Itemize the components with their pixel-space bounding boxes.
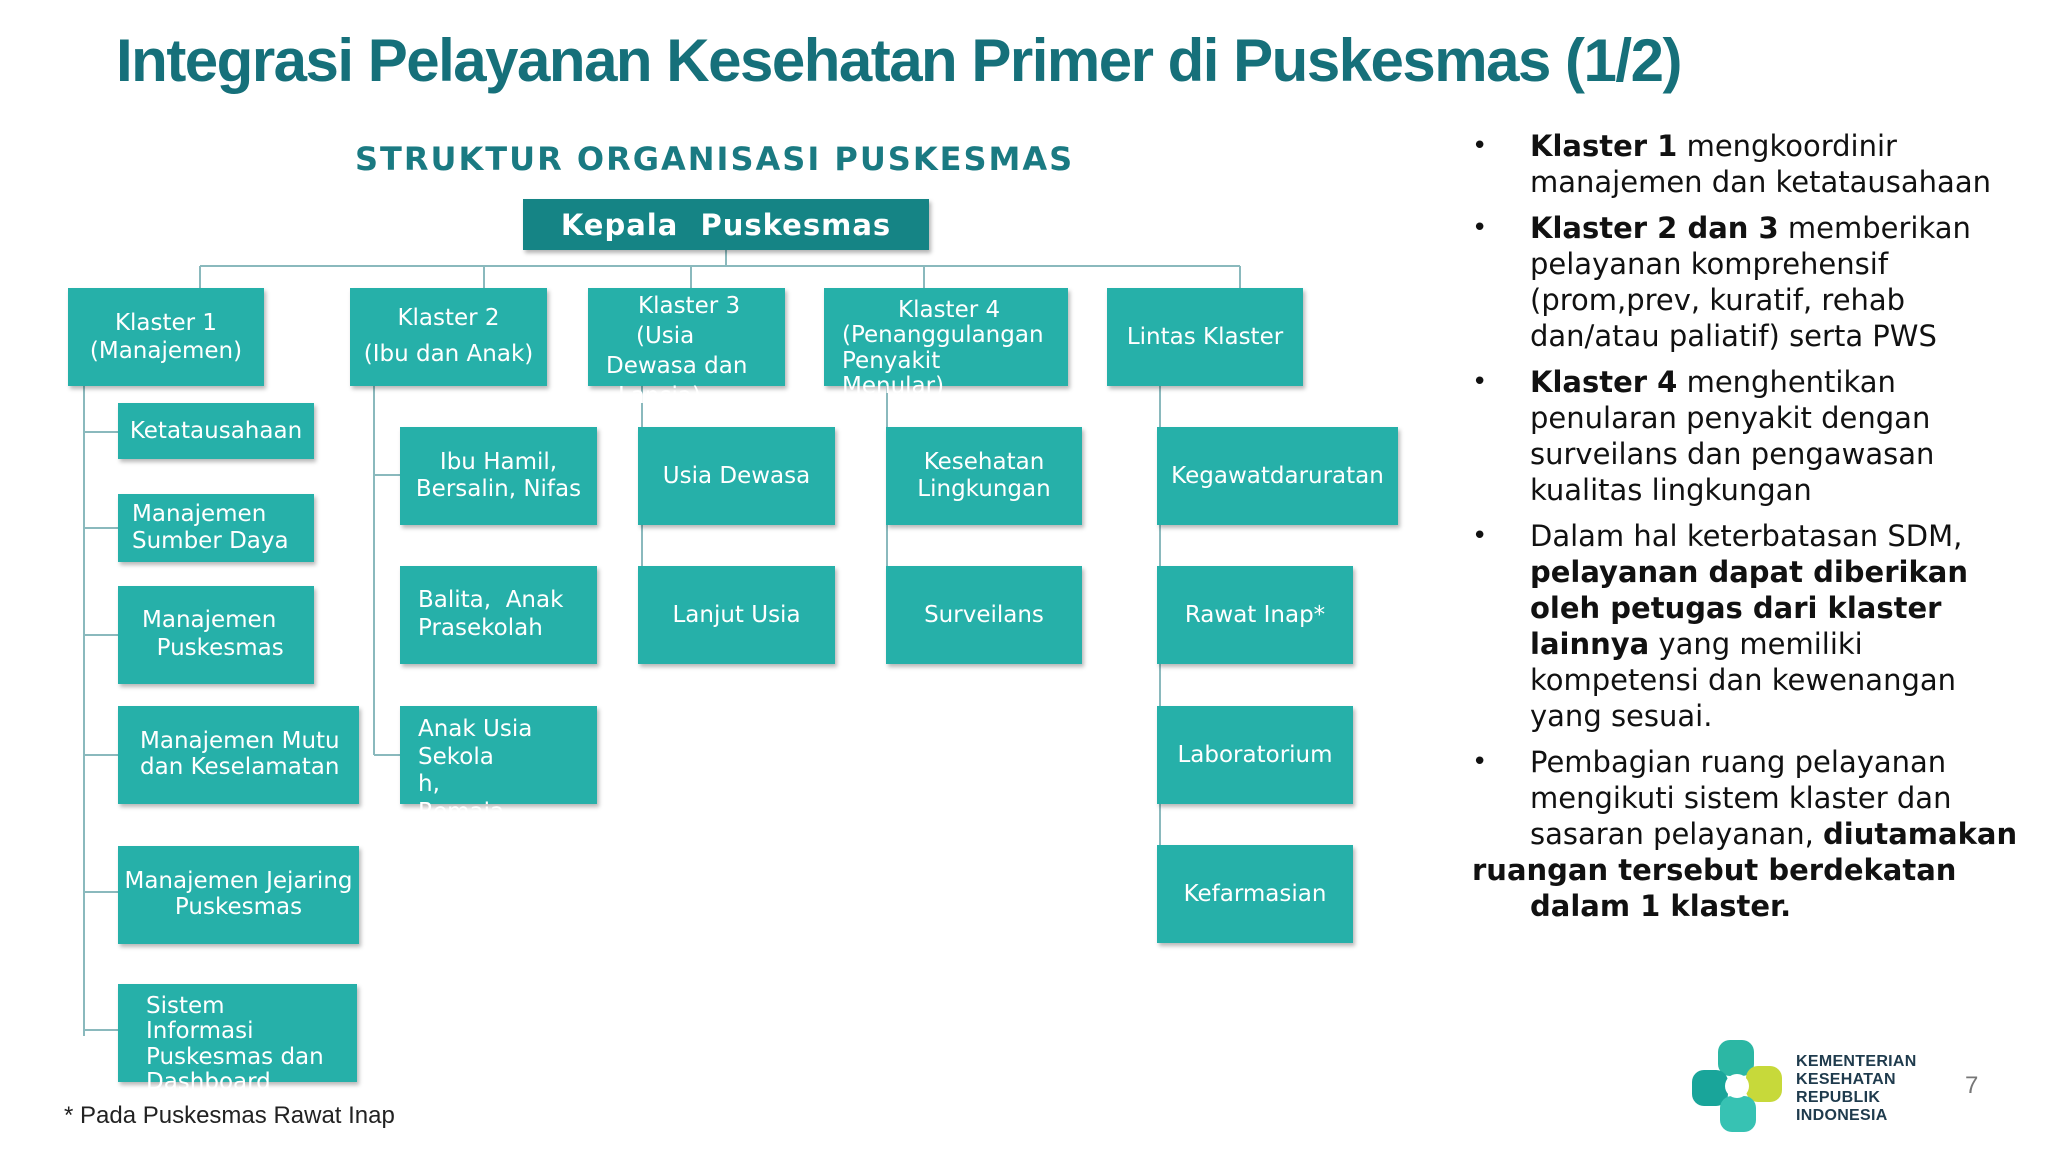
col1-sistem-informasi [118, 984, 357, 1095]
col2-anak-usia-sekolah [400, 706, 597, 825]
bullet-dot-icon: • [1472, 521, 1488, 551]
col1-item-5-line-1: Manajemen Jejaring [124, 868, 353, 895]
col2-item-3-line-2: Sekola [418, 743, 494, 770]
lintas-klaster-line-1: Lintas Klaster [1126, 323, 1284, 350]
col1-item-3-line-2: Puskesmas [142, 635, 284, 661]
bullet-item-1 [1472, 128, 2032, 200]
col5-rawat-inap [1157, 566, 1353, 664]
bullet-dot-icon: • [1472, 131, 1488, 161]
col2-item-2-line-2: Prasekolah [418, 615, 543, 641]
col2-item-1-line-1: Ibu Hamil, [439, 448, 558, 475]
bullet-dot-icon: • [1472, 213, 1488, 243]
bullet-1-text: mengkoordinir manajemen dan ketatausahaan [1530, 129, 1991, 199]
bullet-dot-icon: • [1472, 747, 1488, 777]
col1-manajemen-mutu [118, 706, 359, 804]
col1-item-5-line-2: Puskesmas [174, 894, 303, 920]
lintas-klaster-box [1107, 288, 1303, 386]
klaster-4-line-3: Penyakit [842, 347, 941, 374]
bullet-item-5 [1472, 744, 2032, 924]
bullet-1-bold: Klaster 1 [1530, 129, 1678, 163]
col5-kefarmasian [1157, 845, 1353, 943]
bullet-item-2 [1472, 210, 2032, 354]
bullet-4-bold: pelayanan dapat diberikan oleh petugas dari klaster lainnya [1530, 555, 1968, 661]
klaster-3-line-2: (Usia [636, 322, 695, 349]
col3-item-1-line-1: Usia Dewasa [662, 462, 811, 489]
col2-item-3-line-4: Remaja [418, 798, 505, 825]
bullet-4-text-2: yang memiliki kompetensi dan kewenangan yang sesuai. [1530, 627, 1957, 733]
col1-item-1-line-1: Ketatausahaan [129, 417, 303, 444]
klaster-4-line-4: Menular) [842, 372, 945, 399]
col5-item-2-line-1: Rawat Inap* [1184, 601, 1326, 628]
page-title: Integrasi Pelayanan Kesehatan Primer di Puskesmas (1/2) [116, 27, 1681, 94]
klaster-1-line-1: Klaster 1 [114, 309, 218, 336]
col1-item-4-line-1: Manajemen Mutu [140, 728, 340, 755]
org-chart-subtitle: STRUKTUR ORGANISASI PUSKESMAS [355, 140, 1075, 178]
bullet-5-bold-3: dalam 1 klaster. [1530, 889, 1792, 923]
col1-item-6-line-4: Dashboard [146, 1068, 271, 1095]
col1-manajemen-jejaring [118, 846, 359, 944]
col1-item-2-line-1: Manajemen [132, 500, 267, 527]
bullet-list [1472, 128, 2032, 934]
klaster-3-line-1: Klaster 3 [638, 293, 741, 319]
col1-manajemen-sumber-daya [118, 494, 314, 562]
kemenkes-logo-icon [1688, 1036, 1788, 1136]
bullet-5-bold-1: diutamakan [1823, 817, 2018, 851]
col2-item-3-line-1: Anak Usia [418, 716, 533, 742]
bullet-dot-icon: • [1472, 367, 1488, 397]
col1-item-6-line-2: Informasi [146, 1018, 254, 1045]
klaster-2-line-2: (Ibu dan Anak) [363, 341, 534, 367]
klaster-3-box [588, 288, 785, 409]
bullet-2-bold: Klaster 2 dan 3 [1530, 211, 1779, 245]
bullet-item-3 [1472, 364, 2032, 508]
klaster-4-box [824, 288, 1068, 399]
col1-ketatausahaan [118, 403, 314, 459]
kemenkes-logo-text [1796, 1053, 1917, 1125]
col5-item-1-line-1: Kegawatdaruratan [1171, 462, 1384, 489]
col2-ibu-hamil [400, 427, 597, 525]
col5-item-4-line-1: Kefarmasian [1183, 880, 1327, 907]
klaster-1-line-2: (Manajemen) [89, 338, 243, 364]
klaster-1-box [68, 288, 264, 386]
bullet-3-bold: Klaster 4 [1530, 365, 1678, 399]
logo-text-line-2: KESEHATAN [1796, 1071, 1896, 1088]
col4-item-1-line-1: Kesehatan [923, 448, 1045, 475]
col1-item-3-line-1: Manajemen [142, 607, 277, 634]
kepala-puskesmas-box: Kepala Puskesmas [523, 199, 929, 250]
col5-item-3-line-1: Laboratorium [1177, 741, 1333, 768]
col5-kegawatdaruratan [1157, 427, 1398, 525]
klaster-2-box [350, 288, 547, 386]
page-number: 7 [1965, 1072, 1979, 1099]
col1-item-2-line-2: Sumber Daya [132, 528, 289, 554]
bullet-5-text: Pembagian ruang pelayanan mengikuti sistem klaster dan sasaran pelayanan, [1530, 745, 1952, 851]
klaster-4-line-1: Klaster 4 [898, 297, 1001, 323]
col1-item-6-line-3: Puskesmas dan [146, 1043, 324, 1070]
col1-manajemen-puskesmas [118, 586, 314, 684]
logo-text-line-3: REPUBLIK [1796, 1089, 1881, 1106]
bullet-5-bold-2: ruangan tersebut berdekatan [1472, 853, 1957, 887]
col4-kesehatan-lingkungan [886, 427, 1082, 525]
footnote: * Pada Puskesmas Rawat Inap [64, 1102, 395, 1129]
col1-item-6-line-1: Sistem [146, 993, 225, 1019]
bullet-2-text: memberikan pelayanan komprehensif (prom,prev, kuratif, rehab dan/atau paliatif) serta PWS [1530, 211, 1971, 353]
col1-item-4-line-2: dan Keselamatan [140, 754, 340, 780]
bullet-4-text-1: Dalam hal keterbatasan SDM, [1530, 519, 1963, 553]
col3-usia-dewasa [638, 427, 835, 525]
klaster-4-line-2: (Penanggulangan [842, 322, 1044, 349]
klaster-2-line-1: Klaster 2 [397, 305, 500, 332]
col4-surveilans [886, 566, 1082, 664]
bullet-3-text: menghentikan penularan penyakit dengan surveilans dan pengawasan kualitas lingkungan [1530, 365, 1935, 507]
col4-item-1-line-2: Lingkungan [917, 476, 1051, 502]
col4-item-2-line-1: Surveilans [924, 601, 1044, 628]
bullet-item-4 [1472, 518, 2032, 734]
logo-text-line-4: INDONESIA [1796, 1107, 1888, 1124]
col3-item-2-line-1: Lanjut Usia [672, 601, 801, 628]
col2-balita [400, 566, 597, 664]
col2-item-1-line-2: Bersalin, Nifas [415, 476, 582, 502]
col2-item-3-line-3: h, [418, 771, 440, 798]
klaster-3-line-4: Lansia) [618, 382, 701, 409]
col3-lanjut-usia [638, 566, 835, 664]
klaster-3-line-3: Dewasa dan [606, 352, 748, 379]
logo-text-line-1: KEMENTERIAN [1796, 1053, 1917, 1070]
col5-laboratorium [1157, 706, 1353, 804]
col2-item-2-line-1: Balita, Anak [418, 587, 564, 614]
